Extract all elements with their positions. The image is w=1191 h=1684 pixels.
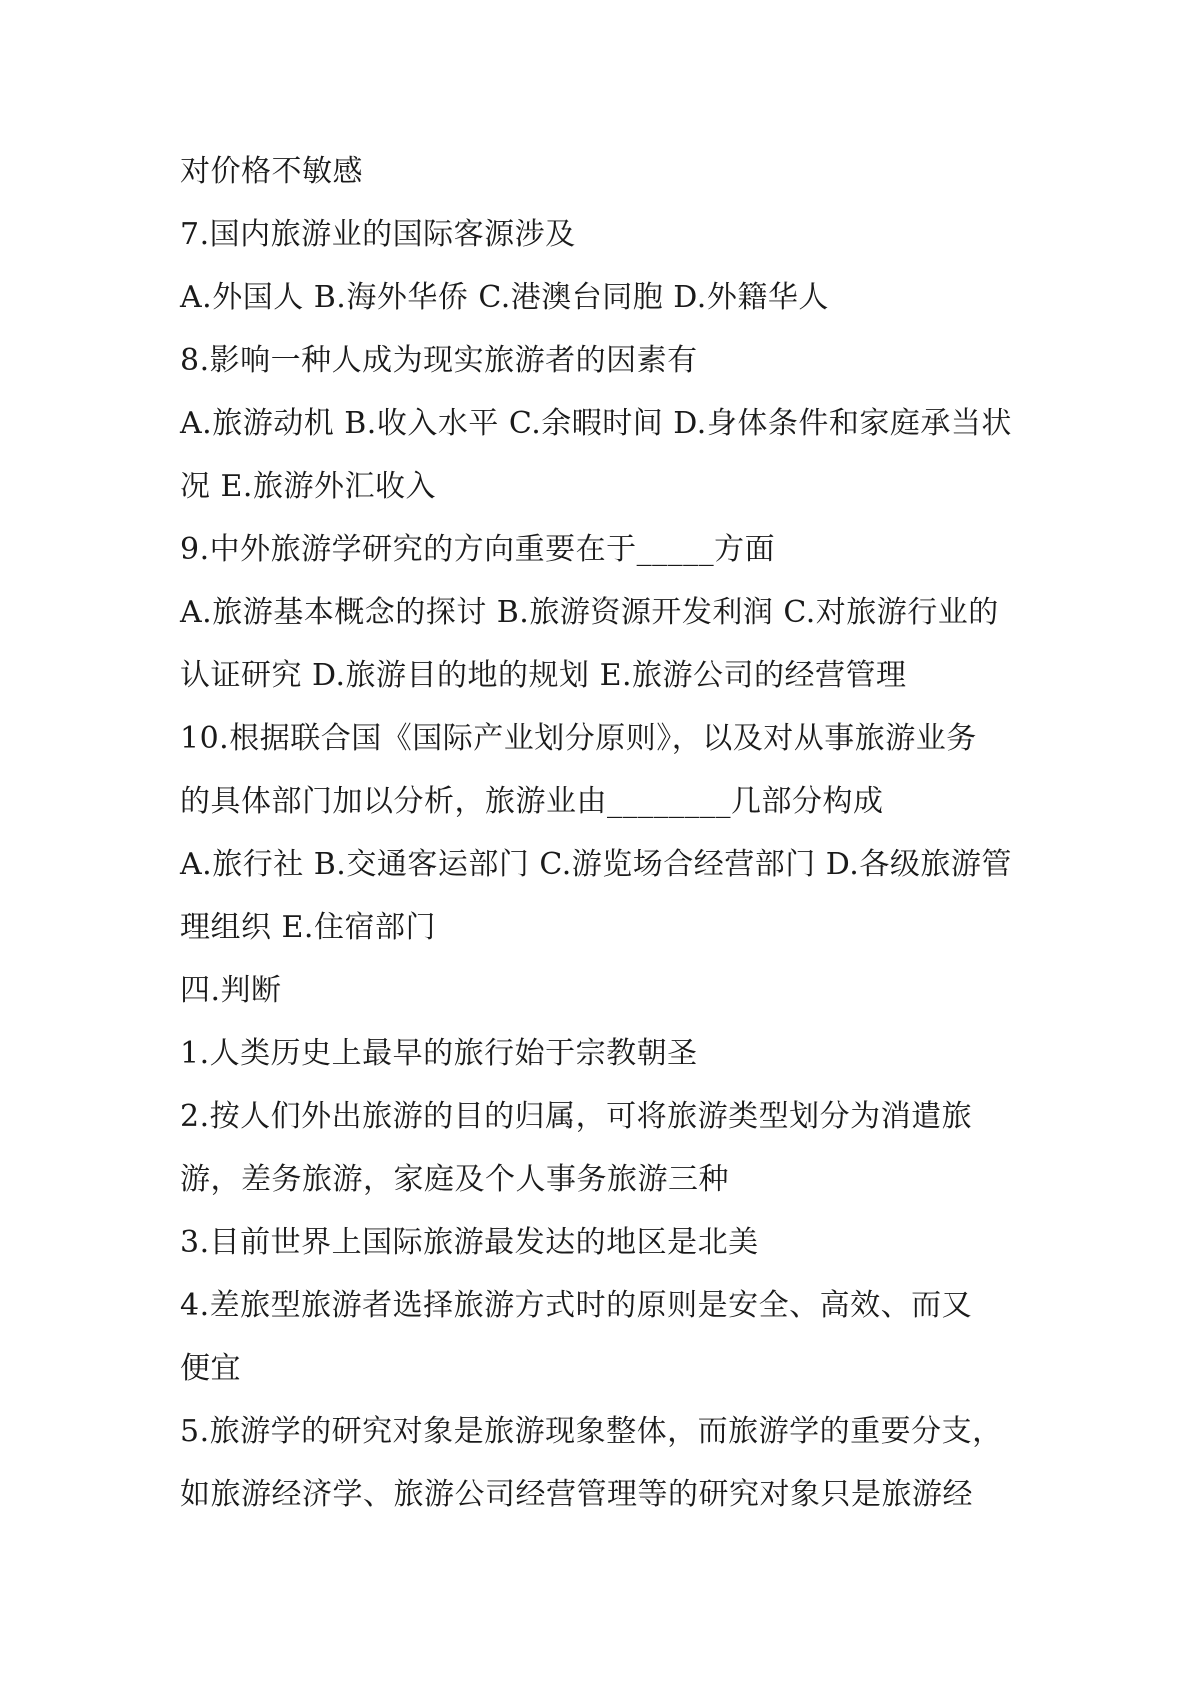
question-10-options-cont: 理组织 E.住宿部门 <box>180 910 436 945</box>
question-10-options: A.旅行社 B.交通客运部门 C.游览场合经营部门 D.各级旅游管 <box>180 847 1012 882</box>
question-7: 7.国内旅游业的国际客源涉及 <box>180 217 576 252</box>
judgment-2: 2.按人们外出旅游的目的归属，可将旅游类型划分为消遣旅 <box>180 1099 973 1134</box>
judgment-2-cont: 游，差务旅游，家庭及个人事务旅游三种 <box>180 1162 729 1197</box>
question-8-options-cont: 况 E.旅游外汇收入 <box>180 469 436 504</box>
document-body <box>180 140 1040 1526</box>
question-8: 8.影响一种人成为现实旅游者的因素有 <box>180 343 698 378</box>
question-9-options: A.旅游基本概念的探讨 B.旅游资源开发利润 C.对旅游行业的 <box>180 595 999 630</box>
text-line: 对价格不敏感 <box>180 154 363 189</box>
judgment-4-cont: 便宜 <box>180 1351 241 1386</box>
question-8-options: A.旅游动机 B.收入水平 C.余暇时间 D.身体条件和家庭承当状 <box>180 406 1012 441</box>
judgment-4: 4.差旅型旅游者选择旅游方式时的原则是安全、高效、而又 <box>180 1288 973 1323</box>
judgment-1: 1.人类历史上最早的旅行始于宗教朝圣 <box>180 1036 698 1071</box>
question-9: 9.中外旅游学研究的方向重要在于_____方面 <box>180 532 776 567</box>
judgment-5-cont: 如旅游经济学、旅游公司经营管理等的研究对象只是旅游经 <box>180 1477 973 1512</box>
judgment-5: 5.旅游学的研究对象是旅游现象整体，而旅游学的重要分支， <box>180 1414 1003 1449</box>
question-10: 10.根据联合国《国际产业划分原则》，以及对从事旅游业务 <box>180 721 977 756</box>
judgment-3: 3.目前世界上国际旅游最发达的地区是北美 <box>180 1225 759 1260</box>
section-heading: 四.判断 <box>180 973 282 1008</box>
question-10-cont: 的具体部门加以分析，旅游业由________几部分构成 <box>180 784 884 819</box>
question-7-options: A.外国人 B.海外华侨 C.港澳台同胞 D.外籍华人 <box>180 280 829 315</box>
question-9-options-cont: 认证研究 D.旅游目的地的规划 E.旅游公司的经营管理 <box>180 658 907 693</box>
